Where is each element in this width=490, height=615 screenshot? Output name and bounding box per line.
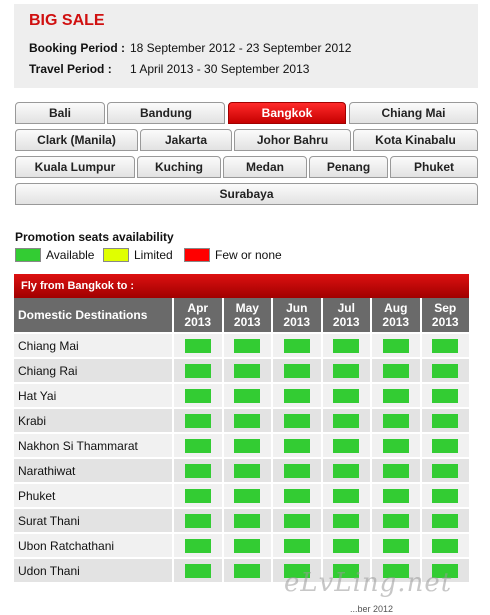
month-header-aug — [370, 298, 420, 332]
fly-from-header: Fly from Bangkok to : — [14, 274, 469, 298]
availability-indicator — [333, 539, 359, 553]
destination-cell: Chiang Mai — [14, 332, 172, 357]
month-header-jul — [321, 298, 371, 332]
availability-indicator — [284, 439, 310, 453]
month-name: Apr — [187, 301, 209, 315]
availability-indicator — [284, 514, 310, 528]
availability-indicator — [432, 389, 458, 403]
availability-cell — [172, 357, 222, 382]
tab-chiang-mai[interactable]: Chiang Mai — [349, 102, 478, 124]
tab-johor-bahru[interactable]: Johor Bahru — [234, 129, 351, 151]
availability-cell — [370, 382, 420, 407]
availability-indicator — [432, 439, 458, 453]
sale-title: BIG SALE — [29, 12, 105, 29]
availability-indicator — [383, 464, 409, 478]
availability-indicator — [234, 514, 260, 528]
availability-cell — [172, 407, 222, 432]
table-row — [14, 407, 469, 432]
availability-indicator — [333, 489, 359, 503]
tab-medan[interactable]: Medan — [223, 156, 307, 178]
availability-cell — [271, 407, 321, 432]
tab-kuching[interactable]: Kuching — [137, 156, 221, 178]
table-row — [14, 382, 469, 407]
availability-cell — [222, 532, 272, 557]
availability-cell — [271, 532, 321, 557]
availability-indicator — [234, 364, 260, 378]
tab-phuket[interactable]: Phuket — [390, 156, 478, 178]
availability-indicator — [284, 389, 310, 403]
month-year: 2013 — [332, 315, 360, 329]
availability-cell — [321, 407, 371, 432]
availability-cell — [172, 507, 222, 532]
destination-cell: Phuket — [14, 482, 172, 507]
table-row — [14, 482, 469, 507]
availability-cell — [222, 357, 272, 382]
month-header-apr — [172, 298, 222, 332]
availability-cell — [370, 482, 420, 507]
legend-title: Promotion seats availability — [15, 230, 174, 244]
availability-cell — [321, 432, 371, 457]
availability-cell — [420, 482, 470, 507]
availability-indicator — [432, 339, 458, 353]
availability-cell — [321, 532, 371, 557]
availability-cell — [370, 407, 420, 432]
availability-cell — [370, 332, 420, 357]
availability-cell — [222, 557, 272, 582]
tab-kota-kinabalu[interactable]: Kota Kinabalu — [353, 129, 478, 151]
month-year: 2013 — [283, 315, 311, 329]
availability-indicator — [333, 364, 359, 378]
availability-indicator — [333, 464, 359, 478]
legend-limited — [103, 248, 173, 262]
table-row — [14, 332, 469, 357]
month-year: 2013 — [382, 315, 410, 329]
destination-cell: Nakhon Si Thammarat — [14, 432, 172, 457]
availability-indicator — [432, 539, 458, 553]
tab-penang[interactable]: Penang — [309, 156, 388, 178]
availability-indicator — [185, 364, 211, 378]
month-header-sep — [420, 298, 470, 332]
availability-indicator — [185, 414, 211, 428]
availability-indicator — [185, 464, 211, 478]
availability-table — [14, 298, 469, 582]
availability-indicator — [234, 389, 260, 403]
availability-cell — [420, 332, 470, 357]
month-header-may — [222, 298, 272, 332]
table-row — [14, 507, 469, 532]
table-body — [14, 332, 469, 582]
tab-surabaya[interactable]: Surabaya — [15, 183, 478, 205]
availability-cell — [321, 457, 371, 482]
availability-indicator — [432, 489, 458, 503]
month-name: Jun — [286, 301, 308, 315]
availability-cell — [321, 332, 371, 357]
travel-period-label: Travel Period : — [29, 62, 112, 76]
availability-indicator — [333, 439, 359, 453]
availability-cell — [222, 382, 272, 407]
availability-cell — [172, 532, 222, 557]
availability-indicator — [432, 414, 458, 428]
destination-cell: Ubon Ratchathani — [14, 532, 172, 557]
availability-indicator — [284, 464, 310, 478]
availability-indicator — [383, 414, 409, 428]
availability-cell — [321, 382, 371, 407]
availability-cell — [271, 382, 321, 407]
availability-cell — [172, 482, 222, 507]
tab-jakarta[interactable]: Jakarta — [140, 129, 232, 151]
legend-limited-label: Limited — [134, 248, 173, 262]
legend-available-swatch — [15, 248, 41, 262]
availability-cell — [370, 532, 420, 557]
availability-cell — [271, 332, 321, 357]
availability-indicator — [234, 539, 260, 553]
tab-kuala-lumpur[interactable]: Kuala Lumpur — [15, 156, 135, 178]
legend-few-or-none-swatch — [184, 248, 210, 262]
availability-cell — [321, 357, 371, 382]
availability-indicator — [185, 489, 211, 503]
availability-indicator — [185, 564, 211, 578]
availability-indicator — [185, 339, 211, 353]
month-name: Sep — [434, 301, 457, 315]
availability-cell — [222, 432, 272, 457]
availability-indicator — [383, 439, 409, 453]
tab-bangkok[interactable]: Bangkok — [228, 102, 346, 124]
availability-indicator — [383, 389, 409, 403]
destination-cell: Narathiwat — [14, 457, 172, 482]
availability-indicator — [432, 514, 458, 528]
footer-note: ...ber 2012 — [350, 604, 394, 614]
legend-limited-swatch — [103, 248, 129, 262]
availability-cell — [420, 432, 470, 457]
availability-cell — [172, 432, 222, 457]
booking-period — [29, 41, 351, 55]
watermark-logo: eLvLing.net — [284, 568, 453, 598]
availability-cell — [420, 357, 470, 382]
month-year: 2013 — [431, 315, 459, 329]
availability-cell — [420, 507, 470, 532]
availability-cell — [172, 557, 222, 582]
availability-indicator — [234, 464, 260, 478]
availability-cell — [222, 407, 272, 432]
availability-cell — [370, 432, 420, 457]
availability-indicator — [383, 514, 409, 528]
promo-panel — [14, 4, 478, 88]
availability-cell — [172, 457, 222, 482]
availability-indicator — [333, 514, 359, 528]
availability-cell — [370, 457, 420, 482]
table-row — [14, 457, 469, 482]
availability-cell — [420, 382, 470, 407]
table-header-row — [14, 298, 469, 332]
availability-indicator — [234, 414, 260, 428]
availability-cell — [222, 457, 272, 482]
availability-cell — [370, 507, 420, 532]
availability-cell — [420, 457, 470, 482]
availability-indicator — [432, 364, 458, 378]
availability-indicator — [284, 414, 310, 428]
availability-indicator — [284, 539, 310, 553]
availability-indicator — [284, 489, 310, 503]
availability-indicator — [383, 489, 409, 503]
legend-available — [15, 248, 94, 262]
availability-cell — [222, 332, 272, 357]
availability-indicator — [185, 539, 211, 553]
availability-indicator — [333, 414, 359, 428]
availability-indicator — [185, 439, 211, 453]
destination-cell: Surat Thani — [14, 507, 172, 532]
availability-cell — [271, 457, 321, 482]
table-row — [14, 532, 469, 557]
destination-cell: Krabi — [14, 407, 172, 432]
legend-few-or-none — [184, 248, 282, 262]
availability-indicator — [383, 339, 409, 353]
availability-indicator — [185, 514, 211, 528]
availability-cell — [271, 357, 321, 382]
month-name: Aug — [384, 301, 408, 315]
availability-cell — [222, 507, 272, 532]
availability-indicator — [383, 364, 409, 378]
month-year: 2013 — [184, 315, 212, 329]
month-name: Jul — [337, 301, 355, 315]
travel-period — [29, 62, 309, 76]
availability-cell — [271, 482, 321, 507]
destination-cell: Udon Thani — [14, 557, 172, 582]
month-year: 2013 — [233, 315, 261, 329]
availability-indicator — [234, 564, 260, 578]
availability-cell — [321, 507, 371, 532]
availability-cell — [172, 332, 222, 357]
legend-available-label: Available — [46, 248, 95, 262]
destination-cell: Chiang Rai — [14, 357, 172, 382]
month-name: May — [235, 301, 259, 315]
availability-indicator — [185, 389, 211, 403]
availability-cell — [222, 482, 272, 507]
availability-indicator — [333, 389, 359, 403]
table-row — [14, 357, 469, 382]
availability-cell — [271, 432, 321, 457]
travel-period-value: 1 April 2013 - 30 September 2013 — [130, 62, 310, 76]
availability-indicator — [284, 364, 310, 378]
tab-bandung[interactable]: Bandung — [107, 102, 225, 124]
table-row — [14, 432, 469, 457]
availability-indicator — [234, 439, 260, 453]
tab-bali[interactable]: Bali — [15, 102, 105, 124]
legend-few-or-none-label: Few or none — [215, 248, 282, 262]
availability-cell — [172, 382, 222, 407]
tab-clark-manila[interactable]: Clark (Manila) — [15, 129, 138, 151]
availability-indicator — [383, 539, 409, 553]
availability-cell — [420, 532, 470, 557]
availability-cell — [370, 357, 420, 382]
booking-period-value: 18 September 2012 - 23 September 2012 — [130, 41, 352, 55]
availability-indicator — [234, 489, 260, 503]
booking-period-label: Booking Period : — [29, 41, 125, 55]
availability-indicator — [432, 464, 458, 478]
availability-indicator — [333, 339, 359, 353]
availability-cell — [321, 482, 371, 507]
availability-indicator — [284, 339, 310, 353]
destination-cell: Hat Yai — [14, 382, 172, 407]
month-header-jun — [271, 298, 321, 332]
availability-cell — [271, 507, 321, 532]
availability-cell — [420, 407, 470, 432]
availability-indicator — [234, 339, 260, 353]
destinations-header: Domestic Destinations — [14, 298, 172, 332]
